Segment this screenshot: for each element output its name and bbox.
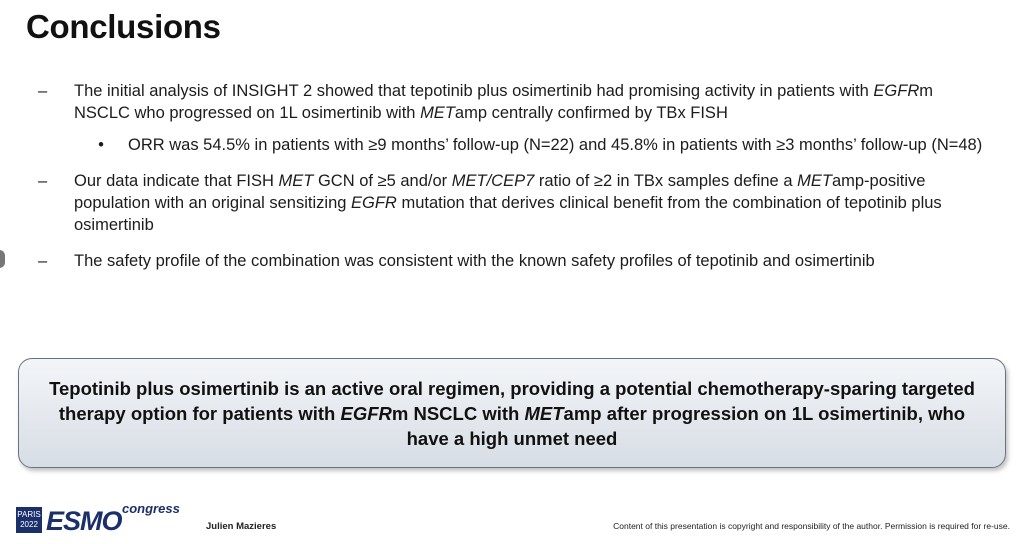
bullet-item-2 xyxy=(38,170,988,236)
conclusion-callout-box xyxy=(18,358,1006,468)
logo-congress-text: congress xyxy=(122,501,180,516)
side-scroll-handle[interactable] xyxy=(0,250,5,268)
bullet-item-1 xyxy=(38,80,988,156)
sub-bullet-text: ORR was 54.5% in patients with ≥9 months’ follow-up (N=22) and 45.8% in patients with ≥3 months’ follow-up (N=48) xyxy=(128,136,983,154)
dash-marker: – xyxy=(38,172,48,190)
logo-brand: ESMO xyxy=(46,506,122,536)
dash-marker: – xyxy=(38,82,48,100)
dot-marker: • xyxy=(98,136,104,154)
dash-marker: – xyxy=(38,252,48,270)
author-name: Julien Mazieres xyxy=(206,521,277,532)
callout-text: Tepotinib plus osimertinib is an active oral regimen, providing a potential chemotherapy-sparing targeted therapy option for patients with EGFRm NSCLC with METamp after progression on 1L osimertinib, who have a high unmet need xyxy=(49,377,975,449)
bullet-list xyxy=(38,80,988,286)
bullet-text-3: The safety profile of the combination was consistent with the known safety profiles of tepotinib and osimertinib xyxy=(74,252,875,270)
logo-city-block: PARIS 2022 xyxy=(16,507,42,533)
esmo-congress-logo xyxy=(16,501,180,536)
slide-title: Conclusions xyxy=(26,8,221,45)
sub-bullet-item xyxy=(74,134,988,156)
bullet-text-2: Our data indicate that FISH MET GCN of ≥5 and/or MET/CEP7 ratio of ≥2 in TBx samples define a METamp-positive population with an original sensitizing EGFR mutation that derives clinical benefit from the combination of tepotinib plus osimertinib xyxy=(74,172,942,234)
bullet-text-1: The initial analysis of INSIGHT 2 showed that tepotinib plus osimertinib had promising activity in patients with EGFRm NSCLC who progressed on 1L osimertinib with METamp centrally confirmed by TBx FISH xyxy=(74,82,934,122)
copyright-notice: Content of this presentation is copyright and responsibility of the author. Permission is required for re-use. xyxy=(613,521,1010,531)
bullet-item-3 xyxy=(38,250,988,272)
